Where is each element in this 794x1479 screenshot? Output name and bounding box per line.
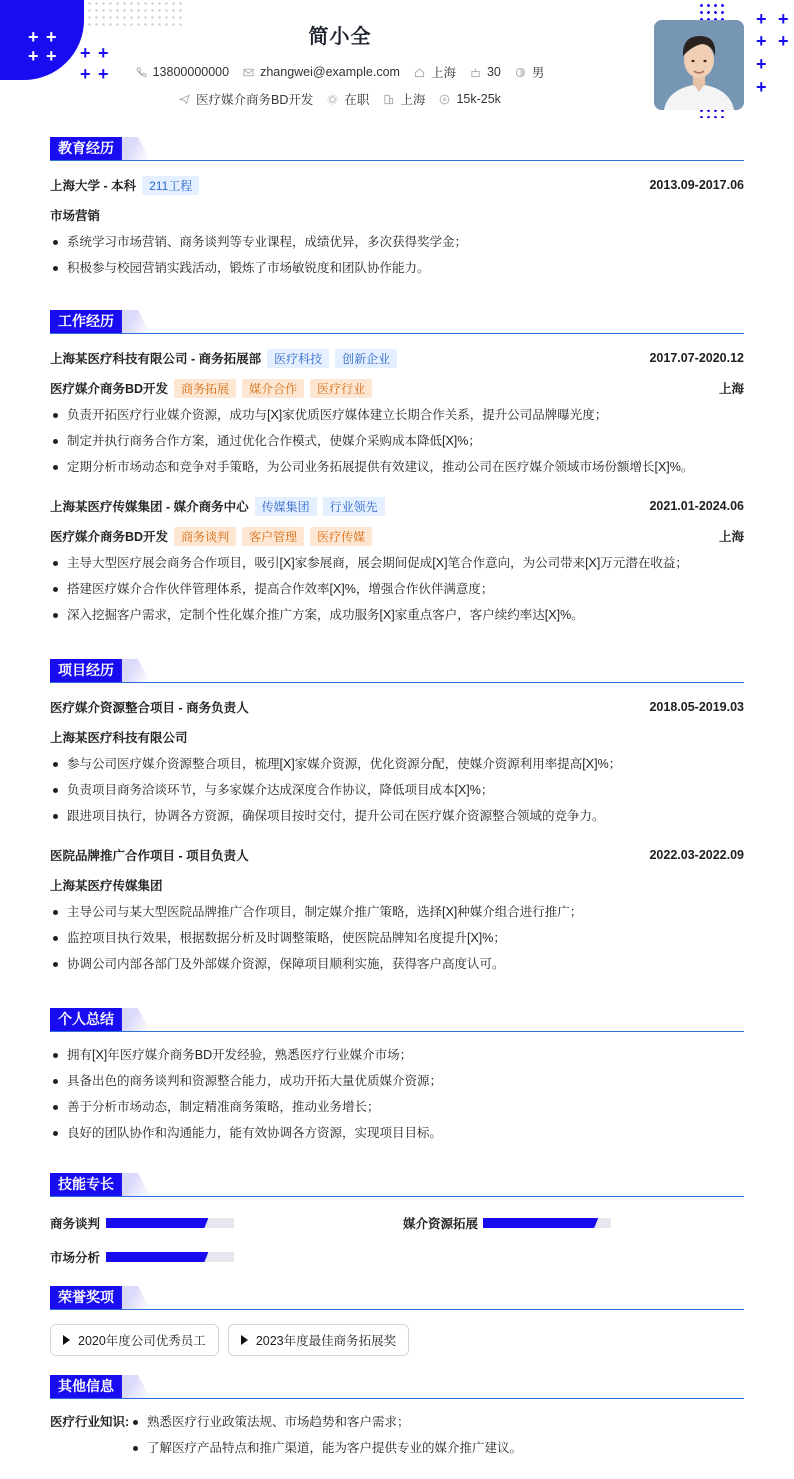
skill-tag: 媒介合作	[242, 379, 304, 398]
list-item: 具备出色的商务谈判和资源整合能力，成功开拓大量优质媒介资源；	[50, 1072, 744, 1098]
summary-section	[50, 1008, 744, 1150]
list-item: 了解医疗产品特点和推广渠道，能为客户提供专业的媒介推广建议。	[130, 1439, 522, 1465]
contact-row	[0, 63, 680, 84]
plus-icon: +	[778, 31, 789, 51]
section-title: 项目经历	[50, 659, 122, 682]
company-name: 上海某医疗传媒集团 - 媒介商务中心	[50, 500, 249, 514]
gear-icon	[327, 94, 338, 105]
profile-photo	[654, 20, 744, 110]
company-tag: 行业领先	[323, 497, 385, 516]
skill-tag: 商务拓展	[174, 379, 236, 398]
skill-grid	[50, 1211, 744, 1281]
user-icon	[515, 67, 526, 78]
school-name: 上海大学 - 本科	[50, 179, 137, 193]
plus-icon: +	[46, 27, 57, 47]
list-item: 搭建医疗媒介合作伙伴管理体系，提高合作效率[X]%，增强合作伙伴满意度；	[50, 580, 744, 606]
plus-icon: +	[46, 46, 57, 66]
plus-icon: +	[80, 43, 91, 63]
work-city-value: 上海	[400, 93, 426, 107]
candidate-name: 简小全	[308, 26, 372, 48]
work-period: 2017.07-2020.12	[649, 351, 744, 365]
section-header	[50, 1375, 744, 1399]
section-title-accent	[120, 1173, 150, 1196]
intent-row	[0, 90, 680, 108]
section-title: 个人总结	[50, 1008, 122, 1031]
education-row	[50, 175, 744, 195]
work-location: 上海	[718, 530, 744, 544]
triangle-icon	[63, 1335, 70, 1345]
paper-plane-icon	[179, 94, 190, 105]
skill-tag: 商务谈判	[174, 527, 236, 546]
award-label: 2023年度最佳商务拓展奖	[255, 1334, 397, 1348]
mail-icon	[243, 67, 254, 78]
company-name: 上海某医疗科技有限公司 - 商务拓展部	[50, 352, 262, 366]
skill-label: 商务谈判	[50, 1217, 101, 1231]
company-tag: 创新企业	[335, 349, 397, 368]
other-info-bullets	[130, 1413, 522, 1465]
work-city-item	[383, 90, 425, 108]
triangle-icon	[241, 1335, 248, 1345]
phone-item	[136, 65, 229, 79]
city-value: 上海	[430, 66, 456, 80]
skill-bar	[106, 1218, 234, 1228]
award-list	[50, 1324, 744, 1356]
section-header	[50, 310, 744, 334]
cake-icon	[470, 67, 481, 78]
other-info-row	[50, 1413, 744, 1465]
list-item: 良好的团队协作和沟通能力，能有效协调各方资源，实现项目目标。	[50, 1124, 744, 1150]
award-label: 2020年度公司优秀员工	[78, 1334, 206, 1348]
plus-icon: +	[80, 64, 91, 84]
salary-value: 15k-25k	[456, 92, 501, 106]
skill-bar-fill	[483, 1218, 598, 1228]
list-item: 系统学习市场营销、商务谈判等专业课程，成绩优异，多次获得奖学金；	[50, 233, 744, 259]
awards-section	[50, 1286, 744, 1356]
age-value: 30	[486, 65, 501, 79]
list-item: 定期分析市场动态和竞争对手策略，为公司业务拓展提供有效建议，推动公司在医疗媒介领域市场份额增长[X]%。	[50, 458, 744, 484]
home-icon	[414, 67, 425, 78]
list-item: 制定并执行商务合作方案，通过优化合作模式，使媒介采购成本降低[X]%；	[50, 432, 744, 458]
skill-bar-fill	[106, 1252, 208, 1262]
plus-icon: +	[98, 43, 109, 63]
work-item	[50, 348, 744, 484]
award-chip	[228, 1324, 409, 1356]
award-chip	[50, 1324, 219, 1356]
plus-icon: +	[778, 9, 789, 29]
skill-bar	[483, 1218, 611, 1228]
skill-tag: 医疗行业	[310, 379, 372, 398]
section-header	[50, 137, 744, 161]
list-item: 监控项目执行效果，根据数据分析及时调整策略，使医院品牌知名度提升[X]%；	[50, 929, 744, 955]
section-title: 荣誉奖项	[50, 1286, 122, 1309]
section-title-accent	[120, 1375, 150, 1398]
section-title-accent	[120, 1286, 150, 1309]
major-row	[50, 205, 744, 225]
job-role: 医疗媒介商务BD开发	[50, 382, 169, 396]
list-item: 熟悉医疗行业政策法规、市场趋势和客户需求；	[130, 1413, 522, 1439]
section-title: 工作经历	[50, 310, 122, 333]
plus-icon: +	[98, 64, 109, 84]
list-item: 参与公司医疗媒介资源整合项目，梳理[X]家媒介资源，优化资源分配，使媒介资源利用率提高[X]%；	[50, 755, 744, 781]
building-icon	[383, 94, 394, 105]
section-header	[50, 1286, 744, 1310]
section-title: 技能专长	[50, 1173, 122, 1196]
list-item: 深入挖掘客户需求，定制个性化媒介推广方案，成功服务[X]家重点客户，客户续约率达[X]%。	[50, 606, 744, 632]
phone-value: 13800000000	[152, 65, 230, 79]
plus-icon: +	[756, 77, 767, 97]
project-name: 医院品牌推广合作项目 - 项目负责人	[50, 849, 249, 863]
education-section	[50, 137, 744, 285]
position-item	[179, 90, 313, 108]
summary-bullets	[50, 1046, 744, 1150]
education-period: 2013.09-2017.06	[649, 178, 744, 192]
project-item	[50, 697, 744, 833]
skill-label: 市场分析	[50, 1251, 101, 1265]
list-item: 主导公司与某大型医院品牌推广合作项目，制定媒介推广策略，选择[X]种媒介组合进行推广；	[50, 903, 744, 929]
plus-icon: +	[756, 54, 767, 74]
other-info-label: 医疗行业知识:	[50, 1415, 130, 1429]
email-value: zhangwei@example.com	[260, 65, 400, 79]
skill-tag: 客户管理	[242, 527, 304, 546]
skill-bar	[106, 1252, 234, 1262]
list-item: 善于分析市场动态，制定精准商务策略，推动业务增长；	[50, 1098, 744, 1124]
list-item: 跟进项目执行，协调各方资源，确保项目按时交付，提升公司在医疗媒介资源整合领域的竞争力。	[50, 807, 744, 833]
skill-bar-fill	[106, 1218, 208, 1228]
school-tag: 211工程	[142, 176, 199, 195]
section-header	[50, 1173, 744, 1197]
gender-value: 男	[531, 66, 545, 80]
work-section	[50, 310, 744, 632]
project-name: 医疗媒介资源整合项目 - 商务负责人	[50, 701, 249, 715]
list-item: 主导大型医疗展会商务合作项目，吸引[X]家参展商，展会期间促成[X]笔合作意向，为公司带来[X]万元潜在收益；	[50, 554, 744, 580]
section-title-accent	[120, 659, 150, 682]
major-name: 市场营销	[50, 209, 101, 223]
work-period: 2021.01-2024.06	[649, 499, 744, 513]
status-item	[327, 90, 369, 108]
project-period: 2018.05-2019.03	[649, 700, 744, 714]
plus-icon: +	[756, 31, 767, 51]
job-role: 医疗媒介商务BD开发	[50, 530, 169, 544]
projects-section	[50, 659, 744, 981]
position-value: 医疗媒介商务BD开发	[196, 93, 314, 107]
project-period: 2022.03-2022.09	[649, 848, 744, 862]
plus-icon: +	[28, 46, 39, 66]
skills-section	[50, 1173, 744, 1281]
project-item	[50, 845, 744, 981]
project-org: 上海某医疗科技有限公司	[50, 731, 188, 745]
section-header	[50, 1008, 744, 1032]
age-item	[470, 65, 501, 79]
list-item: 积极参与校园营销实践活动，锻炼了市场敏锐度和团队协作能力。	[50, 259, 744, 285]
salary-item	[439, 92, 500, 106]
list-item: 协调公司内部各部门及外部媒介资源，保障项目顺利实施，获得客户高度认可。	[50, 955, 744, 981]
skill-tag: 医疗传媒	[310, 527, 372, 546]
section-title-accent	[120, 310, 150, 333]
list-item: 负责开拓医疗行业媒介资源，成功与[X]家优质医疗媒体建立长期合作关系，提升公司品牌曝光度；	[50, 406, 744, 432]
list-item: 拥有[X]年医疗媒介商务BD开发经验，熟悉医疗行业媒介市场；	[50, 1046, 744, 1072]
other-section	[50, 1375, 744, 1465]
coin-icon	[439, 94, 450, 105]
email-item	[243, 65, 400, 79]
city-item	[414, 63, 456, 81]
phone-icon	[136, 67, 147, 78]
work-item	[50, 496, 744, 632]
company-tag: 医疗科技	[267, 349, 329, 368]
section-title: 其他信息	[50, 1375, 122, 1398]
plus-icon: +	[756, 9, 767, 29]
project-org: 上海某医疗传媒集团	[50, 879, 163, 893]
skill-label: 媒介资源拓展	[403, 1217, 479, 1231]
gender-item	[515, 63, 545, 81]
plus-icon: +	[28, 27, 39, 47]
list-item: 负责项目商务洽谈环节，与多家媒介达成深度合作协议，降低项目成本[X]%；	[50, 781, 744, 807]
work-location: 上海	[718, 382, 744, 396]
section-header	[50, 659, 744, 683]
resume-header	[0, 0, 794, 120]
company-tag: 传媒集团	[255, 497, 317, 516]
section-title: 教育经历	[50, 137, 122, 160]
education-bullets	[50, 233, 744, 285]
status-value: 在职	[344, 93, 370, 107]
section-title-accent	[120, 137, 150, 160]
section-title-accent	[120, 1008, 150, 1031]
